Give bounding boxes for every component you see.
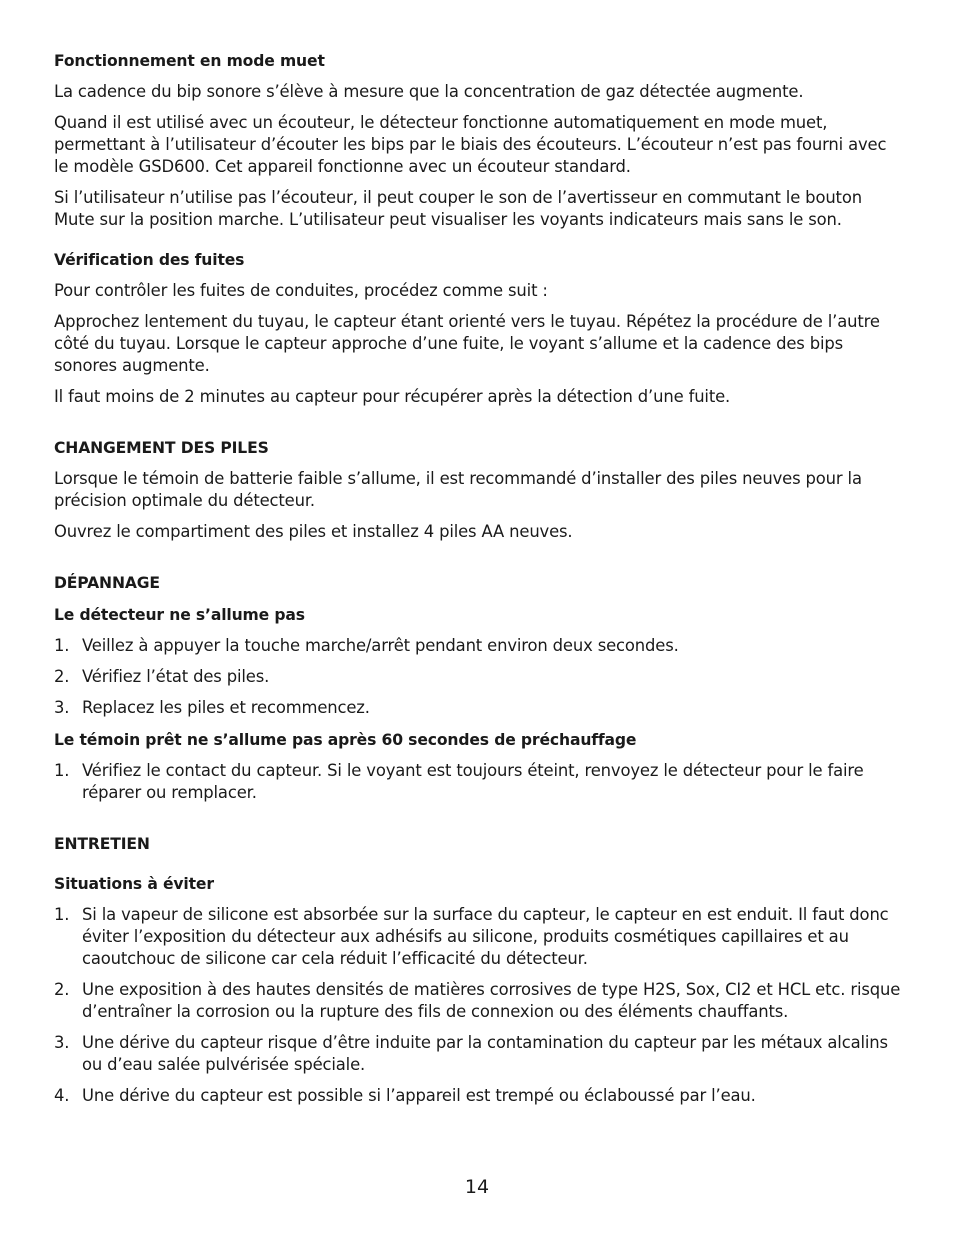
list-number: 2. xyxy=(54,667,70,686)
page-number: 14 xyxy=(464,1176,490,1198)
list-number: 1. xyxy=(54,905,70,924)
list-number: 3. xyxy=(54,698,70,717)
list-text: Si la vapeur de silicone est absorbée sur la surface du capteur, le capteur en est enduit. Il faut donc éviter l’exposition du détecteur aux adhésifs au silicone, produits cosmétiques capillaires et au caoutchouc de silicone car cela réduit l’efficacité du détecteur. xyxy=(82,905,889,968)
list-text: Vérifiez le contact du capteur. Si le voyant est toujours éteint, renvoyez le détecteur pour le faire réparer ou remplacer. xyxy=(82,761,864,802)
paragraph: Pour contrôler les fuites de conduites, procédez comme suit : xyxy=(54,281,548,300)
section-heading-troubleshooting: DÉPANNAGE xyxy=(54,574,160,592)
section-heading-maintenance: ENTRETIEN xyxy=(54,835,150,853)
list-number: 2. xyxy=(54,980,70,999)
subheading-no-power: Le détecteur ne s’allume pas xyxy=(54,606,305,624)
paragraph: Il faut moins de 2 minutes au capteur pour récupérer après la détection d’une fuite. xyxy=(54,387,731,406)
list-number: 4. xyxy=(54,1086,70,1105)
list-item xyxy=(54,1085,904,1107)
paragraph: Lorsque le témoin de batterie faible s’allume, il est recommandé d’installer des piles neuves pour la précision optimale du détecteur. xyxy=(54,469,862,510)
list-text: Une exposition à des hautes densités de matières corrosives de type H2S, Sox, CI2 et HCL etc. risque d’entraîner la corrosion ou la rupture des fils de connexion ou des éléments chauffants. xyxy=(82,980,901,1021)
list-item xyxy=(54,666,904,688)
subheading-ready-light: Le témoin prêt ne s’allume pas après 60 secondes de préchauffage xyxy=(54,731,637,749)
paragraph: Ouvrez le compartiment des piles et installez 4 piles AA neuves. xyxy=(54,522,573,541)
paragraph: Approchez lentement du tuyau, le capteur étant orienté vers le tuyau. Répétez la procédure de l’autre côté du tuyau. Lorsque le capteur approche d’une fuite, le voyant s’allume et la cadence des bips sonores augmente. xyxy=(54,312,880,375)
document-page xyxy=(54,50,904,1107)
troubleshooting-list-1 xyxy=(54,635,904,719)
troubleshooting-list-2 xyxy=(54,760,904,804)
list-number: 1. xyxy=(54,761,70,780)
section-heading-mute-mode: Fonctionnement en mode muet xyxy=(54,52,325,70)
list-item xyxy=(54,904,904,970)
list-item xyxy=(54,635,904,657)
list-text: Veillez à appuyer la touche marche/arrêt pendant environ deux secondes. xyxy=(82,636,679,655)
list-text: Une dérive du capteur risque d’être induite par la contamination du capteur par les métaux alcalins ou d’eau salée pulvérisée spéciale. xyxy=(82,1033,888,1074)
list-item xyxy=(54,760,904,804)
list-item xyxy=(54,1032,904,1076)
paragraph: Quand il est utilisé avec un écouteur, le détecteur fonctionne automatiquement en mode muet, permettant à l’utilisateur d’écouter les bips par le biais des écouteurs. L’écouteur n’est pas fourni avec le modèle GSD600. Cet appareil fonctionne avec un écouteur standard. xyxy=(54,113,887,176)
list-text: Une dérive du capteur est possible si l’appareil est trempé ou éclaboussé par l’eau. xyxy=(82,1086,756,1105)
list-text: Replacez les piles et recommencez. xyxy=(82,698,370,717)
maintenance-list xyxy=(54,904,904,1107)
paragraph: Si l’utilisateur n’utilise pas l’écouteur, il peut couper le son de l’avertisseur en commutant le bouton Mute sur la position marche. L’utilisateur peut visualiser les voyants indicateurs mais sans le son. xyxy=(54,188,862,229)
subheading-situations-to-avoid: Situations à éviter xyxy=(54,875,214,893)
list-number: 1. xyxy=(54,636,70,655)
section-heading-leak-check: Vérification des fuites xyxy=(54,251,245,269)
list-item xyxy=(54,697,904,719)
list-item xyxy=(54,979,904,1023)
paragraph: La cadence du bip sonore s’élève à mesure que la concentration de gaz détectée augmente. xyxy=(54,82,804,101)
list-number: 3. xyxy=(54,1033,70,1052)
list-text: Vérifiez l’état des piles. xyxy=(82,667,270,686)
section-heading-battery-change: CHANGEMENT DES PILES xyxy=(54,439,269,457)
